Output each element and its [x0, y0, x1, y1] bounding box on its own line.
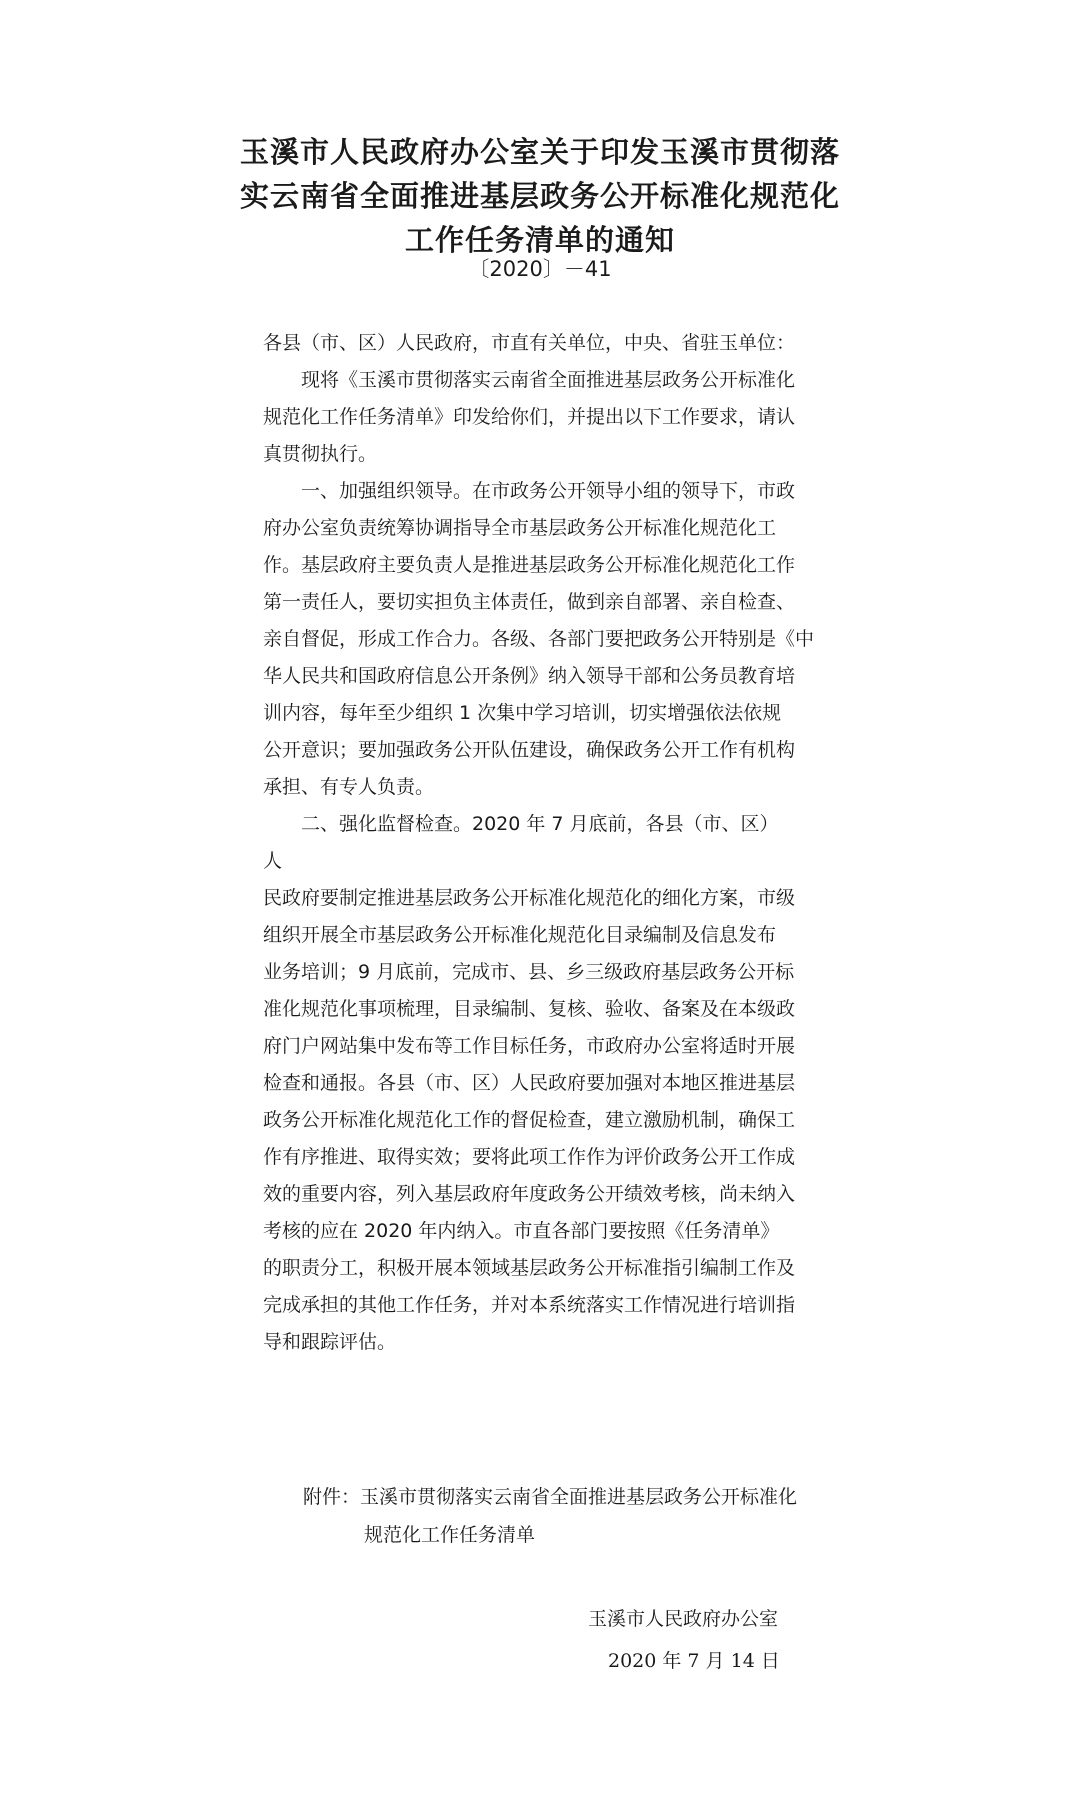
document-body — [263, 362, 833, 1361]
title-line: 实云南省全面推进基层政务公开标准化规范化 — [239, 179, 840, 213]
body-line: 检查和通报。各县（市、区）人民政府要加强对本地区推进基层 — [263, 1072, 796, 1094]
body-line: 训内容，每年至少组织 1 次集中学习培训，切实增强依法依规 — [263, 702, 782, 724]
issue-date: 2020 年 7 月 14 日 — [608, 1650, 780, 1672]
body-line: 第一责任人，要切实担负主体责任，做到亲自部署、亲自检查、 — [263, 591, 796, 613]
body-line: 政务公开标准化规范化工作的督促检查，建立激励机制，确保工 — [263, 1109, 796, 1131]
body-line: 导和跟踪评估。 — [263, 1331, 397, 1353]
body-line: 华人民共和国政府信息公开条例》纳入领导干部和公务员教育培 — [263, 665, 796, 687]
attachment-line: 规范化工作任务清单 — [364, 1524, 536, 1546]
body-line: 效的重要内容，列入基层政府年度政务公开绩效考核，尚未纳入 — [263, 1183, 796, 1205]
salutation — [263, 325, 833, 362]
body-line: 承担、有专人负责。 — [263, 776, 435, 798]
body-line: 作有序推进、取得实效；要将此项工作作为评价政务公开工作成 — [263, 1146, 796, 1168]
body-line: 现将《玉溪市贯彻落实云南省全面推进基层政务公开标准化 — [301, 369, 796, 391]
body-line: 公开意识；要加强政务公开队伍建设，确保政务公开工作有机构 — [263, 739, 796, 761]
body-line: 民政府要制定推进基层政务公开标准化规范化的细化方案，市级 — [263, 887, 796, 909]
body-line: 作。基层政府主要负责人是推进基层政务公开标准化规范化工作 — [263, 554, 796, 576]
body-line: 一、加强组织领导。在市政务公开领导小组的领导下，市政 — [301, 480, 796, 502]
body-line: 考核的应在 2020 年内纳入。市直各部门要按照《任务清单》 — [263, 1220, 780, 1242]
body-line: 组织开展全市基层政务公开标准化规范化目录编制及信息发布 — [263, 924, 777, 946]
body-line: 规范化工作任务清单》印发给你们，并提出以下工作要求，请认 — [263, 406, 796, 428]
body-line: 府办公室负责统筹协调指导全市基层政务公开标准化规范化工 — [263, 517, 777, 539]
body-line: 的职责分工，积极开展本领域基层政务公开标准指引编制工作及 — [263, 1257, 796, 1279]
document-number: 〔2020〕－41 — [468, 257, 612, 281]
issuer-signature: 玉溪市人民政府办公室 — [588, 1608, 779, 1630]
attachment-note — [303, 1478, 843, 1554]
title-line: 玉溪市人民政府办公室关于印发玉溪市贯彻落 — [239, 135, 840, 169]
body-line: 真贯彻执行。 — [263, 443, 378, 465]
document-title — [0, 130, 1080, 262]
body-line: 完成承担的其他工作任务，并对本系统落实工作情况进行培训指 — [263, 1294, 796, 1316]
title-line: 工作任务清单的通知 — [404, 223, 675, 257]
body-line: 人 — [263, 850, 283, 872]
attachment-line: 附件：玉溪市贯彻落实云南省全面推进基层政务公开标准化 — [303, 1486, 798, 1508]
body-line: 府门户网站集中发布等工作目标任务，市政府办公室将适时开展 — [263, 1035, 796, 1057]
body-line: 二、强化监督检查。2020 年 7 月底前，各县（市、区） — [301, 813, 779, 835]
body-line: 亲自督促，形成工作合力。各级、各部门要把政务公开特别是《中 — [263, 628, 815, 650]
body-line: 准化规范化事项梳理，目录编制、复核、验收、备案及在本级政 — [263, 998, 796, 1020]
salutation-line: 各县（市、区）人民政府，市直有关单位，中央、省驻玉单位： — [263, 332, 796, 354]
body-line: 业务培训；9 月底前，完成市、县、乡三级政府基层政务公开标 — [263, 961, 795, 983]
